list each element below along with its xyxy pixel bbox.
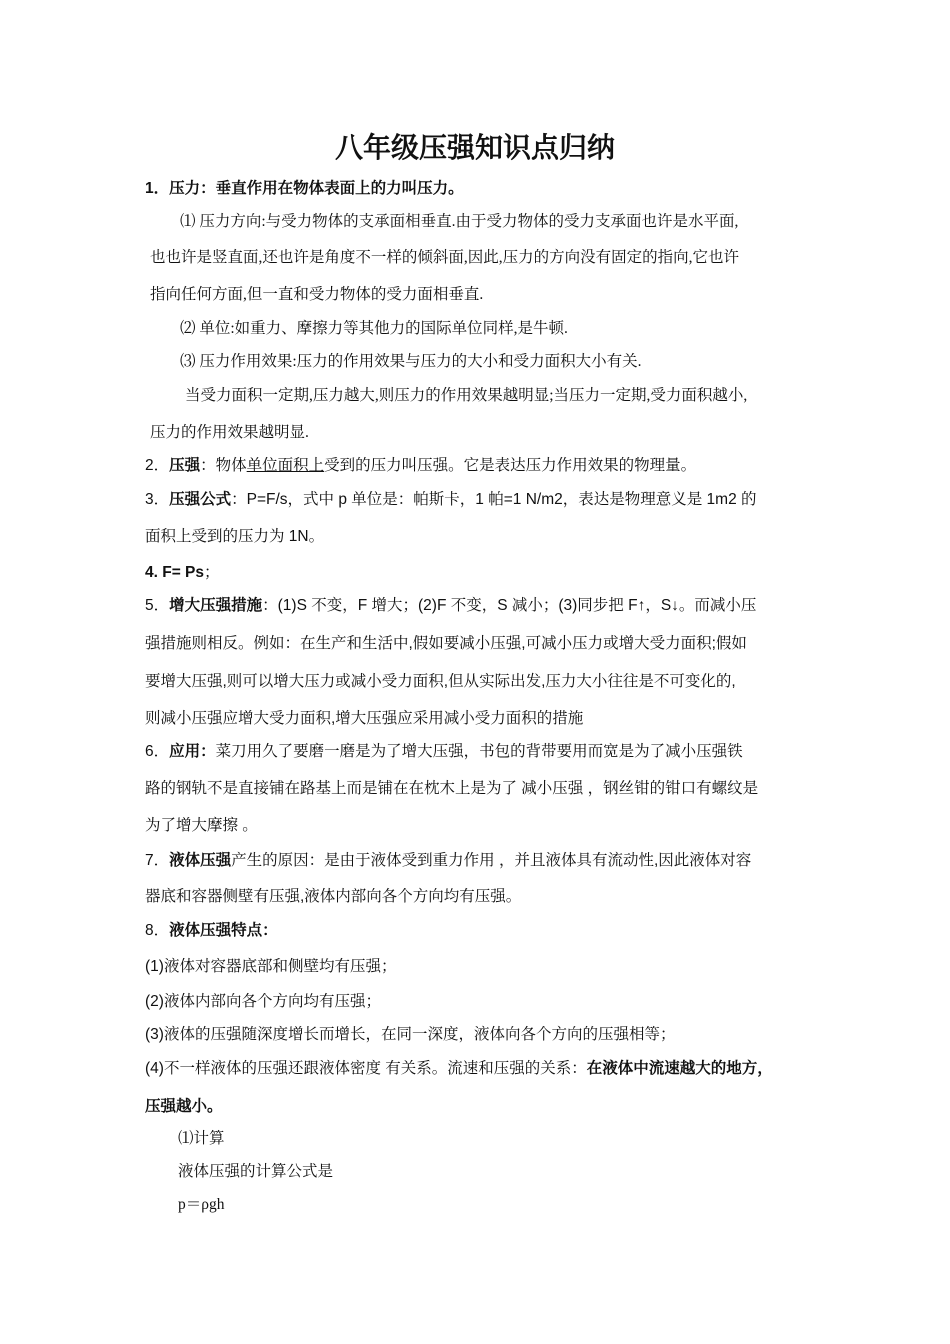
section-7-line-2: 器底和容器侧壁有压强,液体内部向各个方向均有压强。 [145, 888, 522, 905]
section-2-number: 2． [145, 457, 170, 474]
section-8-item-2: (2)液体内部向各个方向均有压强； [145, 993, 381, 1010]
section-1-para-3: ⑶ 压力作用效果:压力的作用效果与压力的大小和受力面积大小有关. [180, 353, 642, 370]
section-8-item-3: (3)液体的压强随深度增长而增长，在同一深度，液体向各个方向的压强相等； [145, 1026, 676, 1043]
section-2-underlined: 单位面积上 [246, 457, 325, 474]
section-2 [145, 454, 696, 478]
section-7-text: 产生的原因：是由于液体受到重力作用 ，并且液体具有流动性,因此液体对容 [231, 852, 752, 869]
calc-heading: ⑴计算 [178, 1130, 225, 1147]
section-7-term: 液体压强 [169, 852, 232, 869]
section-5-term: 增大压强措施 [169, 597, 263, 614]
section-3-line-2: 面积上受到的压力为 1N。 [145, 528, 325, 545]
section-7-line-1 [145, 849, 751, 873]
section-8-item-1: (1)液体对容器底部和侧壁均有压强； [145, 958, 397, 975]
section-1-para-2: ⑵ 单位:如重力、摩擦力等其他力的国际单位同样,是牛顿. [180, 320, 568, 337]
section-8-item-4-text: (4)不一样液体的压强还跟液体密度 有关系。流速和压强的关系： [145, 1060, 587, 1077]
section-1-heading: 1．压力：垂直作用在物体表面上的力叫压力。 [145, 180, 464, 197]
section-2-term: 压强 [169, 457, 201, 474]
section-5-line-1 [145, 594, 756, 618]
section-5-line-3: 要增大压强,则可以增大压力或减小受力面积,但从实际出发,压力大小往往是不可变化的, [145, 673, 736, 690]
page-title: 八年级压强知识点归纳 [334, 131, 615, 164]
section-2-text-2: 受到的压力叫压强。它是表达压力作用效果的物理量。 [324, 457, 697, 474]
section-3-term: 压强公式 [169, 491, 232, 508]
section-5-number: 5． [145, 597, 170, 614]
section-8-item-4 [145, 1057, 773, 1081]
section-6-line-3: 为了增大摩擦 。 [145, 817, 258, 834]
calc-formula-label: 液体压强的计算公式是 [178, 1163, 334, 1180]
section-6-line-2: 路的钢轨不是直接铺在路基上而是铺在在枕木上是为了 减小压强 ，钢丝钳的钳口有螺纹是 [145, 780, 759, 797]
section-8-term: 液体压强特点： [169, 922, 278, 939]
section-5-text: ：(1)S 不变，F 增大；(2)F 不变，S 减小；(3)同步把 F↑，S↓。而减小压 [262, 597, 757, 614]
section-6-number: 6． [145, 743, 170, 760]
section-8-item-4-emphasis: 在液体中流速越大的地方， [586, 1060, 773, 1077]
section-7-number: 7． [145, 852, 170, 869]
section-6-text: 菜刀用久了要磨一磨是为了增大压强，书包的背带要用而宽是为了减小压强铁 [215, 743, 743, 760]
section-3-line-1 [145, 488, 757, 512]
section-8-heading [145, 919, 278, 943]
section-5-line-4: 则减小压强应增大受力面积,增大压强应采用减小受力面积的措施 [145, 710, 584, 727]
section-1-para-1-line-2: 也也许是竖直面,还也许是角度不一样的倾斜面,因此,压力的方向没有固定的指向,它也许 [150, 249, 740, 266]
section-4-formula: 4. F= Ps [145, 564, 205, 581]
section-1-para-4-line-2: 压力的作用效果越明显. [150, 424, 309, 441]
calc-formula: p＝ρgh [178, 1196, 225, 1213]
section-3-number: 3． [145, 491, 170, 508]
section-8-item-4-emphasis-cont: 压强越小。 [145, 1098, 223, 1115]
section-2-text-1: ：物体 [200, 457, 247, 474]
section-4 [145, 561, 220, 585]
section-3-text: ：P=F/s，式中 p 单位是：帕斯卡，1 帕=1 N/m2，表达是物理意义是 1m2 的 [231, 491, 757, 508]
section-4-tail: ； [204, 564, 220, 581]
section-1-para-1-line-1: ⑴ 压力方向:与受力物体的支承面相垂直.由于受力物体的受力支承面也许是水平面, [180, 213, 739, 230]
section-6-line-1 [145, 740, 743, 764]
section-1-para-1-line-3: 指向任何方面,但一直和受力物体的受力面相垂直. [150, 286, 484, 303]
section-8-number: 8． [145, 922, 170, 939]
section-5-line-2: 强措施则相反。例如：在生产和生活中,假如要减小压强,可减小压力或增大受力面积;假如 [145, 635, 747, 652]
section-1-para-4-line-1: 当受力面积一定期,压力越大,则压力的作用效果越明显;当压力一定期,受力面积越小, [185, 387, 748, 404]
section-6-term: 应用： [169, 743, 216, 760]
